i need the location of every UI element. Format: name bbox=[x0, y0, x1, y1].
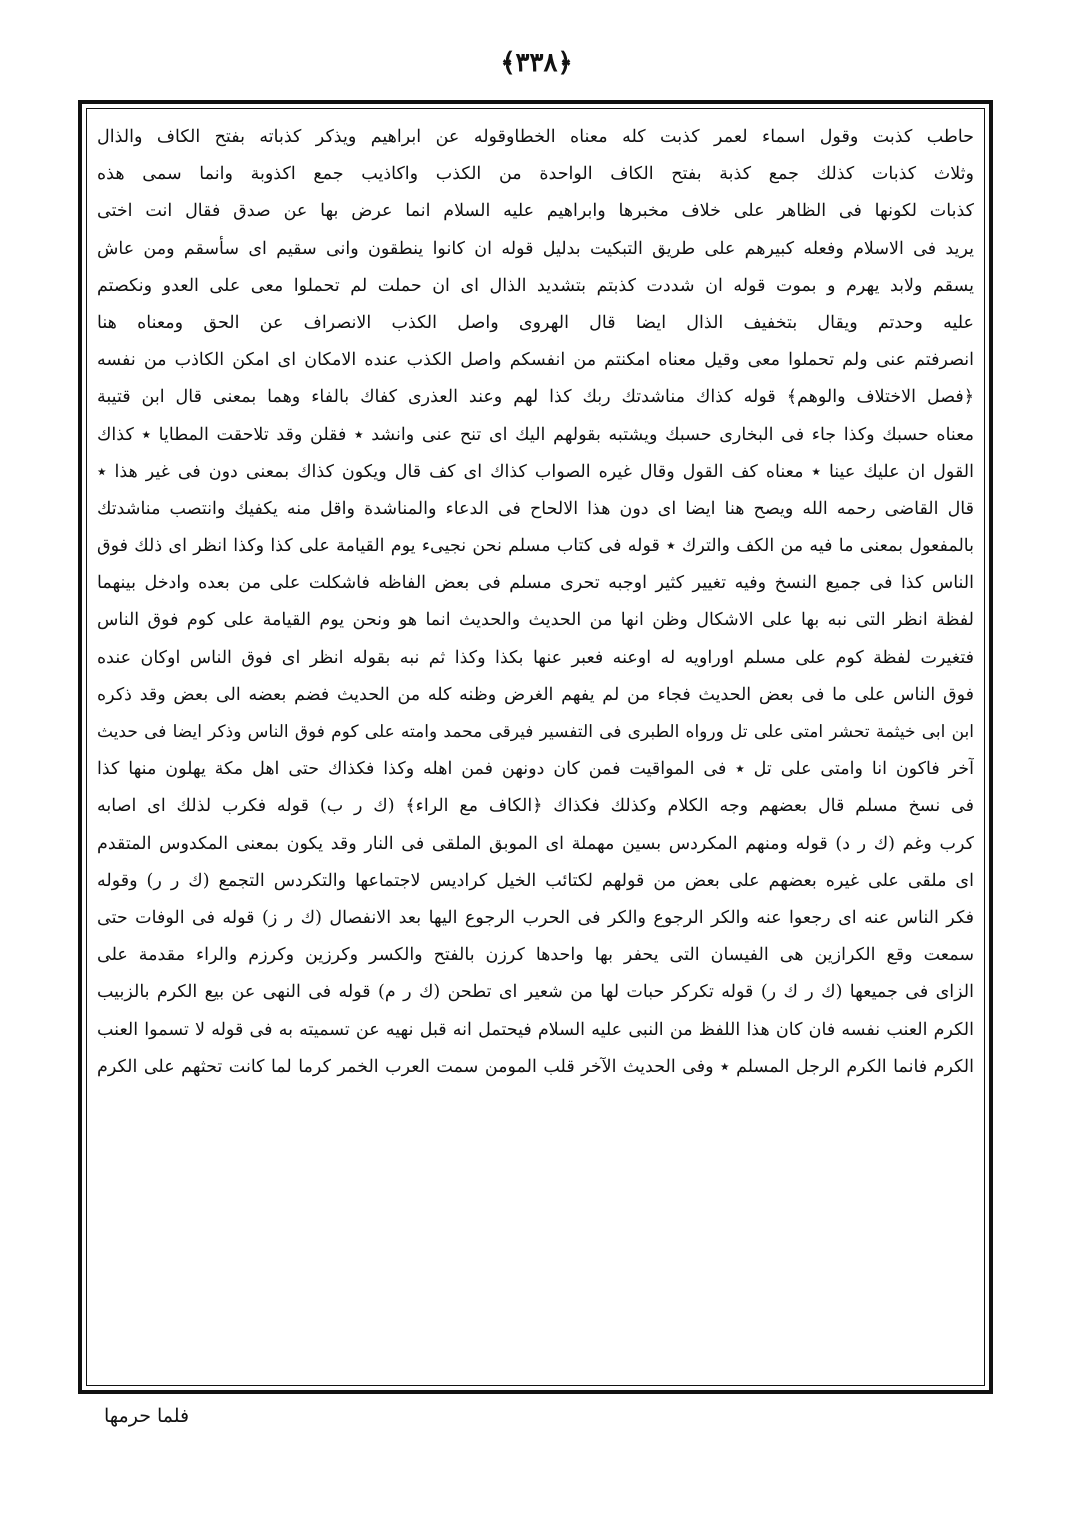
text-line: الكرم العنب نفسه فان كان هذا اللفظ من النبى عليه السلام فيحتمل انه قبل نهيه عن تسميته به فى قوله لا تسموا العنب bbox=[97, 1019, 974, 1040]
text-line: الزاى فى جميعها (ك ر ك ر) قوله تكركر حبات لها من شعير اى تطحن (ك ر م) قوله فى النهى عن بيع الكرم بالزبيب bbox=[97, 982, 974, 1003]
text-line: كرب وغم (ك ر د) قوله ومنهم المكردس بسين مهملة اى الموبق الملقى فى النار وقد يكون بمعنى المكدوس المتقدم bbox=[97, 833, 974, 854]
text-line: يسقم ولابد يهرم و بموت قوله ان شددت كذبتم بتشديد الذال اى ان حملت لم تحملوا معى على العدو ونكصتم bbox=[97, 275, 974, 296]
text-line: معناه حسبك وكذا جاء فى البخارى حسبك ويشتبه بقولهم اليك اى تنح عنى وانشد ٭ فقلن وقد تلاحقت المطايا ٭ كذاك bbox=[97, 424, 974, 445]
text-line: ابن ابى خيثمة تحشر امتى على تل ورواه الطبرى فى التفسير فيرقى محمد وامته على كوم فوق الناس وذكر ايضا فى حديث bbox=[97, 722, 974, 742]
text-line: حاطب كذبت وقول اسماء لعمر كذبت كله معناه الخطاوقوله عن ابراهيم ويذكر كذباته بفتح الكاف والذال bbox=[97, 127, 974, 147]
text-line: وثلاث كذبات كذلك جمع كذبة بفتح الكاف الواحدة من الكذب واكاذيب جمع اكذوبة وانما سمى هذه bbox=[97, 164, 974, 185]
text-line: القول ان عليك عينا ٭ معناه كف القول وقال غيره الصواب كذاك اى كف قال ويكون كذاك بمعنى دون فى غير هذا ٭ bbox=[97, 461, 974, 482]
catchword: فلما حرمها bbox=[104, 1405, 190, 1427]
text-line: انصرفتم عنى ولم تحملوا معى وقيل معناه امكنتم من انفسكم واصل الكذب عنده الامكان اى امكن الكاذب من نفسه bbox=[97, 350, 974, 371]
text-line: كذبات لكونها فى الظاهر على خلاف مخبرها وابراهيم عليه السلام انما عرض بها عن صدق فقال انت اختى bbox=[97, 201, 974, 222]
text-line: فى نسخ مسلم قال بعضهم وجه الكلام وكذلك فكذاك ﴿الكاف مع الراء﴾ (ك ر ب) قوله فكرب لذلك اى اصابه bbox=[97, 796, 974, 817]
page-border-inner bbox=[86, 108, 985, 1386]
text-line: بالمفعول بمعنى ما فيه من الكف والترك ٭ قوله فى كتاب مسلم نحن نجيىء يوم القيامة على كذا وكذا انظر اى ذلك فوق bbox=[97, 536, 974, 557]
text-line: فوق الناس على ما فى بعض الحديث فجاء من لم يفهم الغرض وظنه كله من الحديث فضم بعضه الى بعض وقد ذكره bbox=[97, 684, 974, 705]
text-line: فتغيرت لفظة كوم على مسلم اوراويه له اوعنه فعبر عنها بكذا وكذا ثم نبه بقوله انظر اى فوق الناس اوكان عنده bbox=[97, 647, 974, 668]
page-number: ﴿٣٣٨﴾ bbox=[500, 48, 573, 78]
text-line: سمعت وقع الكرازين هى الفيسان التى يحفر بها واحدها كرزن بالفتح والكسر وكرزين وكرزم والراء مقدمة على bbox=[97, 945, 974, 966]
text-line: فكر الناس عنه اى رجعوا عنه والكر الرجوع والكر فى الحرب الرجوع اليها بعد الانفصال (ك ر ز) قوله فى الوفات حتى bbox=[97, 907, 974, 928]
text-line: ﴿فصل الاختلاف والوهم﴾ قوله كذاك مناشدتك ربك كذا لهم وعند العذرى كفاك بالفاء وهما بمعنى قال ابن قتيبة bbox=[97, 387, 974, 408]
text-body bbox=[97, 119, 974, 1379]
text-line: اى ملقى على غيره بعضهم على بعض من قولهم لكتائب الخيل كراديس لاجتماعها والتكردس التجمع (ك ر ر) وقوله bbox=[97, 870, 974, 891]
text-line: عليه وحدتم ويقال بتخفيف الذال ايضا قال الهروى واصل الكذب الانصراف عن الحق ومعناه هنا bbox=[97, 312, 974, 333]
page-border bbox=[78, 100, 993, 1394]
text-line: آخر فاكون انا وامتى على تل ٭ فى المواقيت فمن كان دونهن فمن اهله وكذا فكذاك حتى اهل مكة يهلون منها كذا bbox=[97, 759, 974, 780]
text-line: لفظة انظر التى نبه بها على الاشكال وظن انها من الحديث والحديث انما هو ونحن يوم القيامة على كوم فوق الناس bbox=[97, 610, 974, 631]
text-line: الناس كذا فى جميع النسخ وفيه تغيير كثير اوجبه تحرى مسلم فى بعض الفاظه فاشكلت على من بعده وادخل بينهما bbox=[97, 573, 974, 594]
text-line: قال القاضى رحمه الله ويصح هنا ايضا اى دون هذا الالحاح فى الدعاء والمناشدة واقل منه يكفيك وانتصب مناشدتك bbox=[97, 498, 974, 519]
text-line: يريد فى الاسلام وفعله كبيرهم على طريق التبكيت بدليل قوله ان كانوا ينطقون وانى سقيم اى سأسقم ومن عاش bbox=[97, 238, 974, 259]
text-line: الكرم فانما الكرم الرجل المسلم ٭ وفى الحديث الآخر قلب المومن سمت العرب الخمر كرما لما كانت تحثهم على الكرم bbox=[97, 1056, 974, 1077]
